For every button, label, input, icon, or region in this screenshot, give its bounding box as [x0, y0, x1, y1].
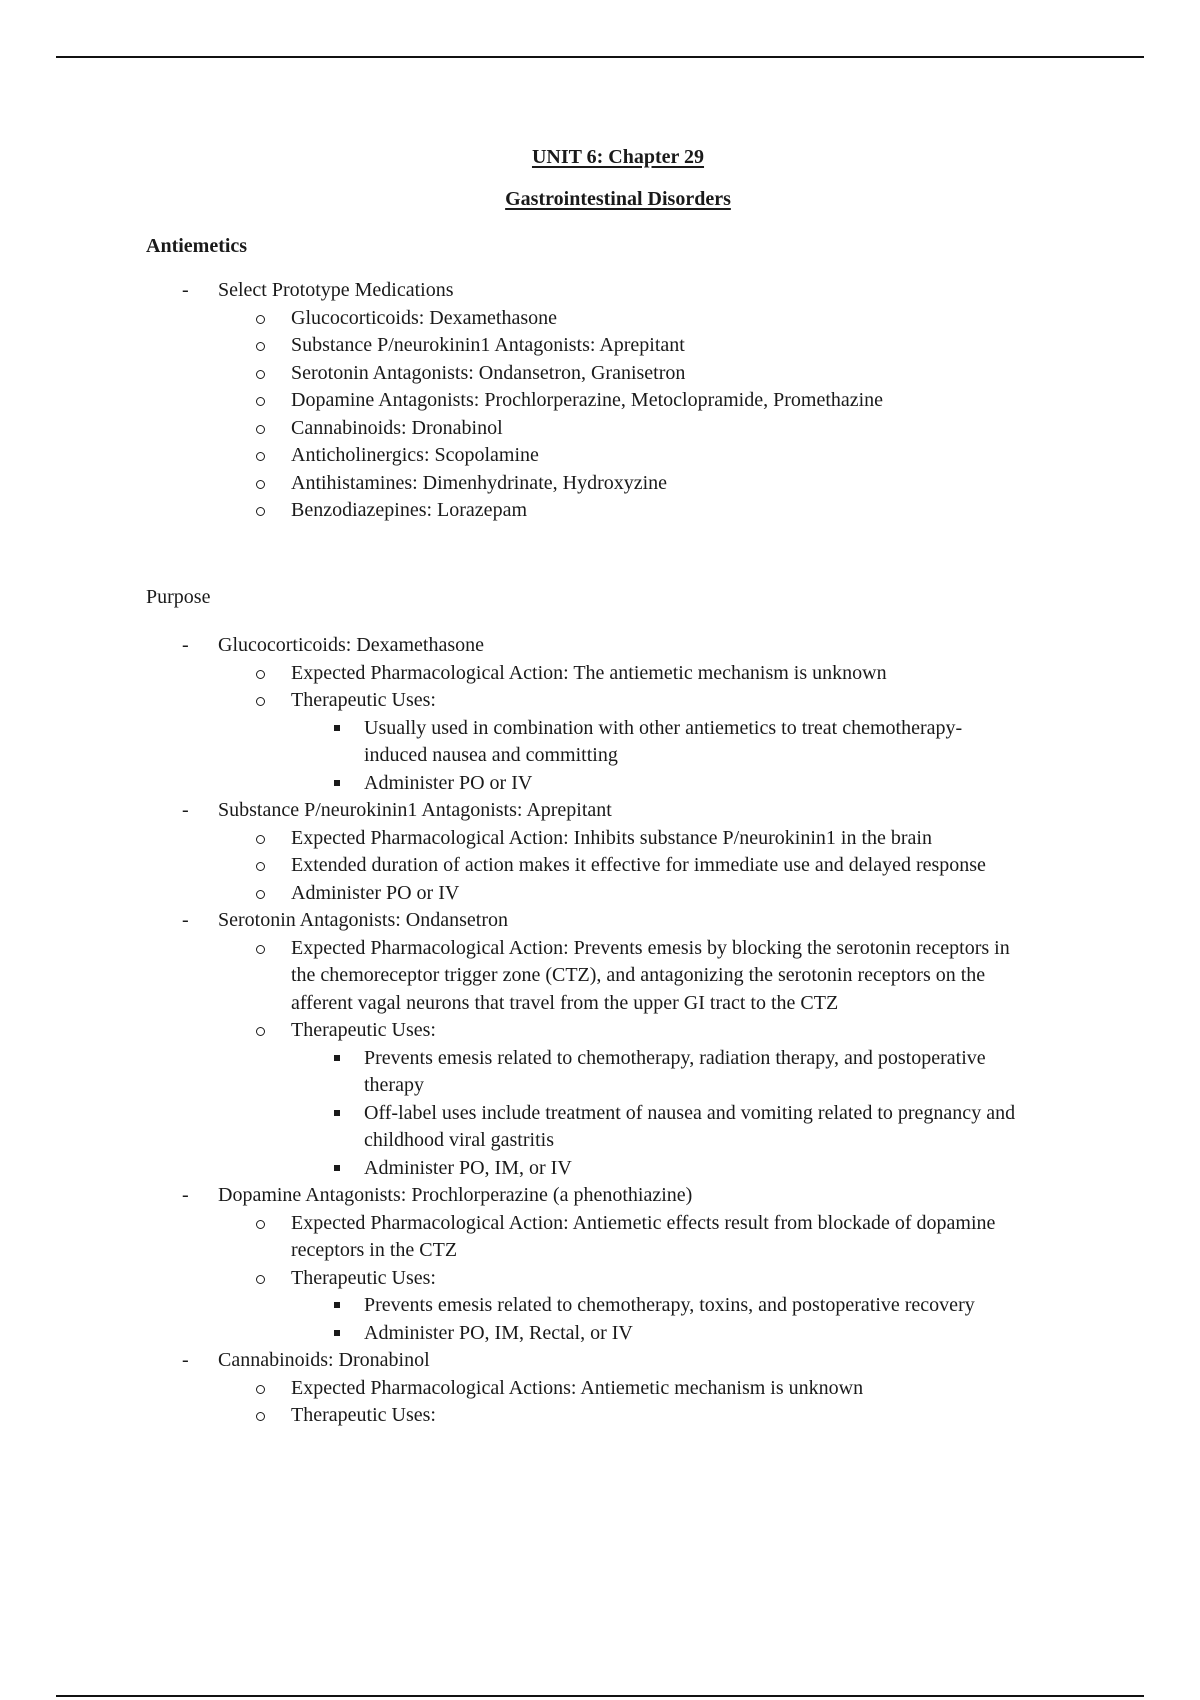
list-item: - Glucocorticoids: Dexamethasone — [0, 632, 1200, 660]
bottom-rule — [56, 1695, 1144, 1697]
list-item: Prevents emesis related to chemotherapy, toxins, and postoperative recovery — [0, 1292, 1200, 1320]
section-heading-purpose: Purpose — [146, 586, 211, 608]
list-item: Dopamine Antagonists: Prochlorperazine, Metoclopramide, Promethazine — [0, 387, 1200, 415]
circle-bullet-icon — [256, 342, 265, 351]
dash-bullet: - — [182, 634, 189, 656]
list-item: Therapeutic Uses: — [0, 1017, 1200, 1045]
circle-bullet-icon — [256, 452, 265, 461]
square-bullet-icon — [334, 725, 340, 731]
list-item: - Serotonin Antagonists: Ondansetron — [0, 907, 1200, 935]
list-item: Prevents emesis related to chemotherapy, radiation therapy, and postoperative — [0, 1045, 1200, 1073]
circle-bullet-icon — [256, 397, 265, 406]
dash-bullet: - — [182, 279, 189, 301]
list-item: - Cannabinoids: Dronabinol — [0, 1347, 1200, 1375]
list-item: - Select Prototype Medications — [0, 277, 1200, 305]
dash-bullet: - — [182, 909, 189, 931]
list-item: Expected Pharmacological Action: Inhibits substance P/neurokinin1 in the brain — [0, 825, 1200, 853]
circle-bullet-icon — [256, 835, 265, 844]
square-bullet-icon — [334, 780, 340, 786]
list-item: Off-label uses include treatment of nausea and vomiting related to pregnancy and — [0, 1100, 1200, 1128]
list-item: Therapeutic Uses: — [0, 1265, 1200, 1293]
list-item: Expected Pharmacological Actions: Antiemetic mechanism is unknown — [0, 1375, 1200, 1403]
page-subtitle: Gastrointestinal Disorders — [505, 188, 731, 210]
list-item: Serotonin Antagonists: Ondansetron, Granisetron — [0, 360, 1200, 388]
list-item-continuation: childhood viral gastritis — [364, 1129, 554, 1151]
list-item: Substance P/neurokinin1 Antagonists: Aprepitant — [0, 332, 1200, 360]
list-item: Administer PO, IM, or IV — [0, 1155, 1200, 1183]
list-item: Expected Pharmacological Action: Prevents emesis by blocking the serotonin receptors in — [0, 935, 1200, 963]
list-item: Administer PO or IV — [0, 880, 1200, 908]
list-item: Expected Pharmacological Action: Antiemetic effects result from blockade of dopamine — [0, 1210, 1200, 1238]
antiemetics-list — [0, 277, 1200, 525]
circle-bullet-icon — [256, 315, 265, 324]
circle-bullet-icon — [256, 945, 265, 954]
circle-bullet-icon — [256, 1412, 265, 1421]
square-bullet-icon — [334, 1302, 340, 1308]
list-item: Expected Pharmacological Action: The antiemetic mechanism is unknown — [0, 660, 1200, 688]
circle-bullet-icon — [256, 507, 265, 516]
list-item-continuation: afferent vagal neurons that travel from the upper GI tract to the CTZ — [291, 991, 839, 1014]
dash-bullet: - — [182, 799, 189, 821]
list-item: Extended duration of action makes it effective for immediate use and delayed response — [0, 852, 1200, 880]
list-item: Glucocorticoids: Dexamethasone — [0, 305, 1200, 333]
circle-bullet-icon — [256, 425, 265, 434]
circle-bullet-icon — [256, 1385, 265, 1394]
list-item-continuation: the chemoreceptor trigger zone (CTZ), and antagonizing the serotonin receptors on the — [291, 964, 986, 986]
circle-bullet-icon — [256, 1027, 265, 1036]
list-item-continuation: receptors in the CTZ — [291, 1239, 458, 1261]
purpose-list — [0, 632, 1200, 1430]
dash-bullet: - — [182, 1184, 189, 1206]
page-title: UNIT 6: Chapter 29 — [531, 146, 705, 168]
circle-bullet-icon — [256, 1275, 265, 1284]
list-item: Administer PO, IM, Rectal, or IV — [0, 1320, 1200, 1348]
circle-bullet-icon — [256, 890, 265, 899]
circle-bullet-icon — [256, 480, 265, 489]
list-item: - Dopamine Antagonists: Prochlorperazine (a phenothiazine) — [0, 1182, 1200, 1210]
list-item: - Substance P/neurokinin1 Antagonists: Aprepitant — [0, 797, 1200, 825]
list-item: Antihistamines: Dimenhydrinate, Hydroxyzine — [0, 470, 1200, 498]
list-item: Benzodiazepines: Lorazepam — [0, 497, 1200, 525]
square-bullet-icon — [334, 1330, 340, 1336]
circle-bullet-icon — [256, 370, 265, 379]
list-item: Cannabinoids: Dronabinol — [0, 415, 1200, 443]
square-bullet-icon — [334, 1055, 340, 1061]
list-item: Usually used in combination with other antiemetics to treat chemotherapy- — [0, 715, 1200, 743]
section-heading-antiemetics: Antiemetics — [146, 235, 248, 257]
list-item-continuation: therapy — [364, 1074, 424, 1096]
list-item: Therapeutic Uses: — [0, 687, 1200, 715]
circle-bullet-icon — [256, 862, 265, 871]
list-item: Therapeutic Uses: — [0, 1402, 1200, 1430]
circle-bullet-icon — [256, 697, 265, 706]
list-item-continuation: induced nausea and committing — [364, 744, 618, 766]
square-bullet-icon — [334, 1110, 340, 1116]
square-bullet-icon — [334, 1165, 340, 1171]
circle-bullet-icon — [256, 670, 265, 679]
list-item: Administer PO or IV — [0, 770, 1200, 798]
circle-bullet-icon — [256, 1220, 265, 1229]
list-item: Anticholinergics: Scopolamine — [0, 442, 1200, 470]
dash-bullet: - — [182, 1349, 189, 1371]
